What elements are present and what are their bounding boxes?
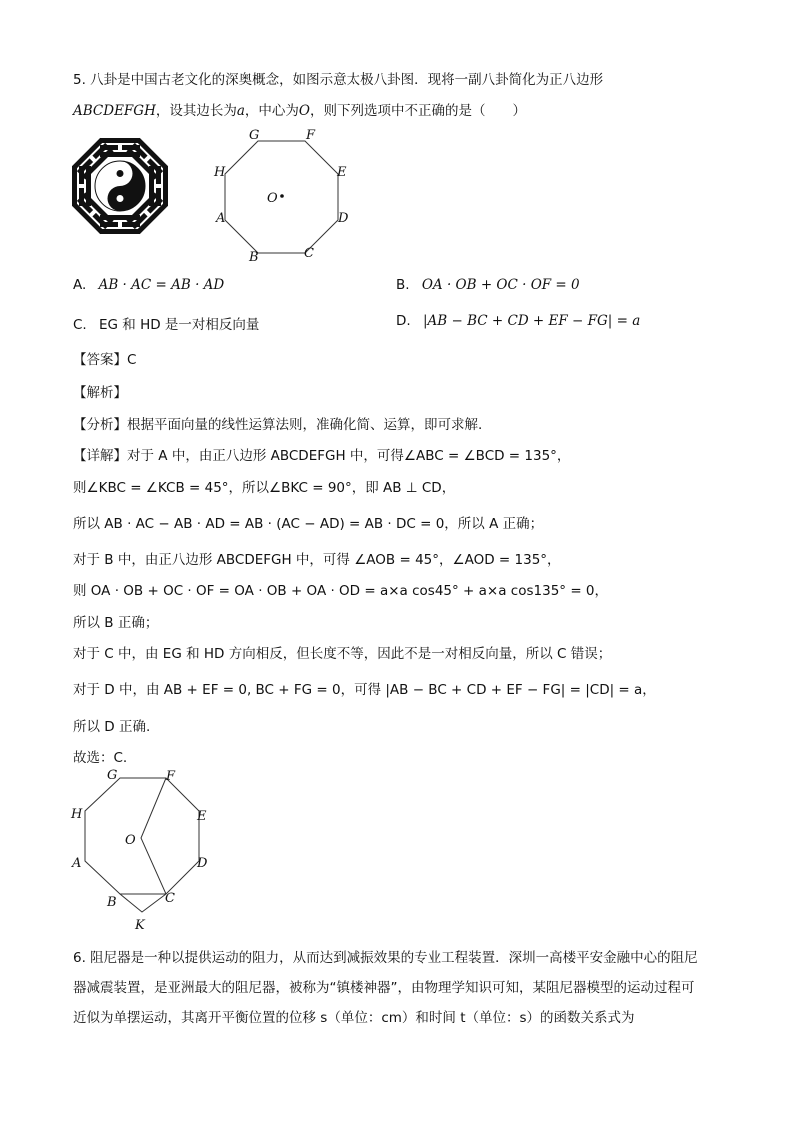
fenxi-line: 【分析】根据平面向量的线性运算法则，准确化简、运算，即可求解.	[73, 417, 483, 433]
label-d: D	[338, 211, 349, 226]
label-h: H	[71, 807, 83, 822]
detail-line-2: 则∠KBC = ∠KCB = 45°，所以∠BKC = 90°，即 AB ⊥ CD，	[73, 480, 456, 496]
detail-line-5: 则 OA · OB + OC · OF = OA · OB + OA · OD = a×a cos45° + a×a cos135° = 0，	[73, 583, 609, 599]
q5-stem-line1: 5. 八卦是中国古老文化的深奥概念，如图示意太极八卦图．现将一副八卦简化为正八边形	[73, 72, 604, 88]
stem-text: ，设其边长为	[155, 103, 237, 119]
label-f: F	[306, 128, 316, 143]
option-d-expr: |AB − BC + CD + EF − FG| = a	[422, 313, 641, 329]
option-d[interactable]	[396, 313, 640, 329]
detail-line-3: 所以 AB · AC − AB · AD = AB · (AC − AD) = AB · DC = 0，所以 A 正确；	[73, 516, 544, 532]
analysis-heading: 【解析】	[73, 385, 127, 401]
label-g: G	[249, 128, 260, 143]
taiji-bagua-image	[70, 136, 170, 236]
choose-line: 故选：C.	[73, 750, 128, 766]
detail-line-9: 所以 D 正确.	[73, 719, 151, 735]
label-o: O	[267, 191, 278, 206]
label-a: A	[72, 856, 82, 871]
side-a: a	[236, 103, 245, 119]
q6-line1: 6. 阻尼器是一种以提供运动的阻力，从而达到减振效果的专业工程装置．深圳一高楼平安金融中心的阻尼	[73, 950, 698, 966]
option-b-label: B.	[396, 277, 410, 293]
option-a[interactable]	[73, 277, 224, 293]
label-e: E	[337, 165, 347, 180]
option-c[interactable]	[73, 313, 259, 333]
stem-text: ，中心为	[244, 103, 299, 119]
option-c-label: C.	[73, 317, 87, 333]
option-b-expr: OA · OB + OC · OF = 0	[421, 277, 580, 293]
option-d-label: D.	[396, 313, 411, 329]
center-o: O	[298, 103, 310, 119]
label-b: B	[107, 895, 117, 910]
octagon-name: ABCDEFGH	[73, 103, 156, 119]
q6-line3: 近似为单摆运动，其离开平衡位置的位移 s（单位：cm）和时间 t（单位：s）的函数关系式为	[73, 1010, 635, 1026]
detail-line-7: 对于 C 中，由 EG 和 HD 方向相反，但长度不等，因此不是一对相反向量，所以 C 错误；	[73, 646, 612, 662]
label-d: D	[197, 856, 208, 871]
answer-line: 【答案】C	[73, 352, 137, 368]
label-a: A	[216, 211, 226, 226]
label-k: K	[135, 918, 145, 933]
octagon-figure	[205, 126, 355, 266]
label-c: C	[165, 891, 175, 906]
detail-line-8: 对于 D 中，由 AB + EF = 0, BC + FG = 0，可得 |AB − BC + CD + EF − FG| = |CD| = a，	[73, 682, 656, 698]
label-b: B	[249, 250, 259, 265]
label-e: E	[197, 809, 207, 824]
option-c-expr: EG 和 HD 是一对相反向量	[99, 317, 260, 333]
octagon-figure-solution	[64, 766, 234, 936]
label-g: G	[107, 768, 118, 783]
label-h: H	[214, 165, 226, 180]
option-b[interactable]	[396, 277, 580, 293]
label-o: O	[125, 833, 136, 848]
detail-line-6: 所以 B 正确；	[73, 615, 159, 631]
stem-text: ，则下列选项中不正确的是（ ）	[310, 103, 526, 119]
option-a-expr: AB · AC = AB · AD	[98, 277, 225, 293]
q6-line2: 器减震装置，是亚洲最大的阻尼器，被称为“镇楼神器”，由物理学知识可知，某阻尼器模型的运动过程可	[73, 980, 695, 996]
option-a-label: A.	[73, 277, 87, 293]
q5-stem-line2	[73, 99, 526, 119]
label-f: F	[166, 769, 176, 784]
detail-line-4: 对于 B 中，由正八边形 ABCDEFGH 中，可得 ∠AOB = 45°，∠AOD = 135°，	[73, 552, 561, 568]
detail-line-1: 【详解】对于 A 中，由正八边形 ABCDEFGH 中，可得∠ABC = ∠BCD = 135°，	[73, 448, 571, 464]
label-c: C	[304, 246, 314, 261]
